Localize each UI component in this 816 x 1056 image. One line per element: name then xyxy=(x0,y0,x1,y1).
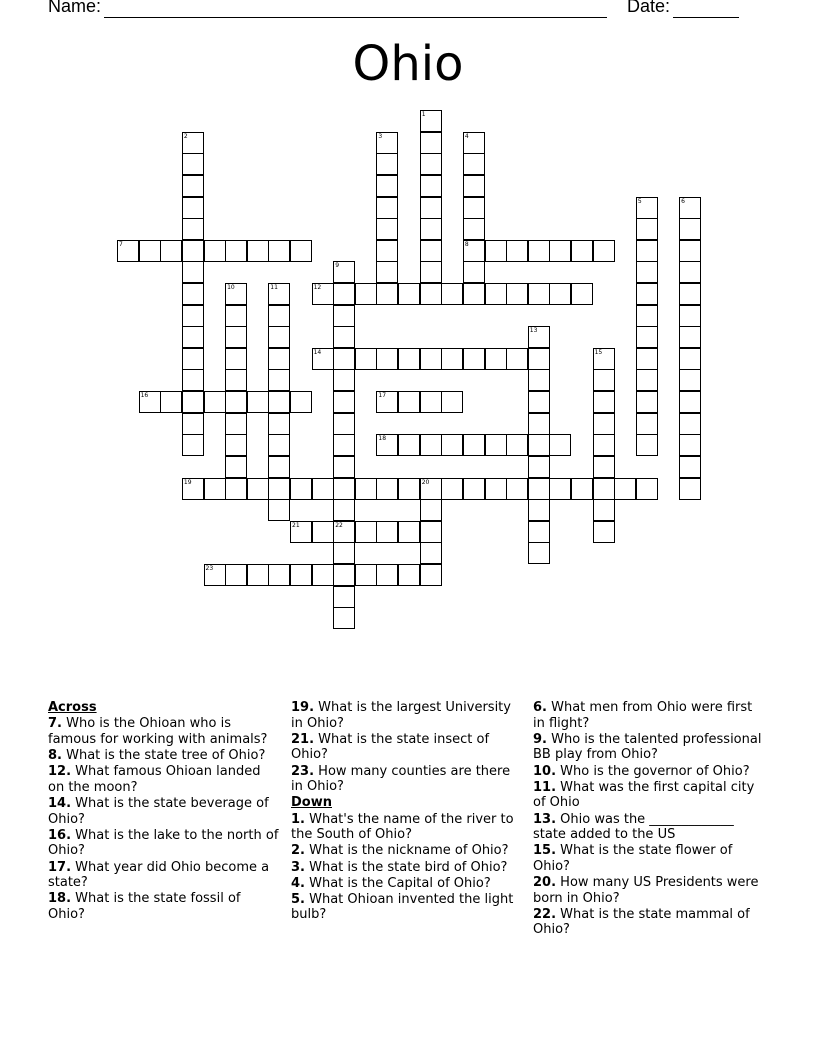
grid-cell[interactable] xyxy=(636,391,658,413)
clue-across-14: 14. What is the state beverage of Ohio? xyxy=(48,795,269,827)
grid-cell[interactable] xyxy=(376,564,398,586)
grid-cell[interactable] xyxy=(420,542,442,564)
grid-cell[interactable] xyxy=(593,434,615,456)
grid-cell[interactable] xyxy=(182,478,204,500)
grid-cell[interactable] xyxy=(463,261,485,283)
grid-cell[interactable] xyxy=(225,456,247,478)
grid-cell[interactable] xyxy=(485,283,507,305)
grid-cell[interactable] xyxy=(485,348,507,370)
grid-cell[interactable] xyxy=(593,413,615,435)
grid-cell[interactable] xyxy=(333,478,355,500)
grid-clue-number: 10 xyxy=(227,284,235,291)
grid-cell[interactable] xyxy=(268,434,290,456)
grid-cell[interactable] xyxy=(182,218,204,240)
grid-cell[interactable] xyxy=(333,283,355,305)
grid-cell[interactable] xyxy=(225,391,247,413)
grid-cell[interactable] xyxy=(441,283,463,305)
grid-cell[interactable] xyxy=(679,305,701,327)
grid-cell[interactable] xyxy=(182,153,204,175)
grid-clue-number: 9 xyxy=(335,262,340,270)
grid-cell[interactable] xyxy=(636,240,658,262)
grid-clue-number: 1 xyxy=(421,111,426,118)
grid-cell[interactable] xyxy=(182,369,204,391)
page-title: Ohio xyxy=(352,36,464,92)
grid-cell[interactable] xyxy=(333,586,355,608)
grid-cell[interactable] xyxy=(225,240,247,262)
grid-cell[interactable] xyxy=(182,434,204,456)
grid-cell[interactable] xyxy=(225,326,247,348)
grid-cell[interactable] xyxy=(420,478,442,500)
grid-cell[interactable] xyxy=(225,369,247,391)
grid-cell[interactable] xyxy=(204,478,226,500)
grid-cell[interactable] xyxy=(549,240,571,262)
clues-column-1 xyxy=(48,700,280,923)
clue-down-2: 2. What is the nickname of Ohio? xyxy=(291,843,509,859)
grid-cell[interactable] xyxy=(593,478,615,500)
grid-cell[interactable] xyxy=(182,391,204,413)
clue-down-20: 20. How many US Presidents were born in Ohio? xyxy=(533,875,759,906)
grid-clue-number: 20 xyxy=(421,478,430,486)
grid-cell[interactable] xyxy=(463,348,485,370)
grid-cell[interactable] xyxy=(463,218,485,240)
grid-cell[interactable] xyxy=(204,564,226,586)
grid-clue-number: 19 xyxy=(183,478,192,486)
grid-cell[interactable] xyxy=(463,175,485,197)
grid-cell[interactable] xyxy=(463,153,485,175)
grid-cell[interactable] xyxy=(139,240,161,262)
grid-cell[interactable] xyxy=(549,478,571,500)
grid-cell[interactable] xyxy=(182,326,204,348)
grid-cell[interactable] xyxy=(355,564,377,586)
grid-cell[interactable] xyxy=(204,240,226,262)
grid-cell[interactable] xyxy=(636,197,658,219)
grid-cell[interactable] xyxy=(225,434,247,456)
grid-clue-number: 11 xyxy=(270,284,278,291)
grid-cell[interactable] xyxy=(312,478,334,500)
grid-cell[interactable] xyxy=(528,478,550,500)
grid-cell[interactable] xyxy=(290,521,312,543)
grid-cell[interactable] xyxy=(463,478,485,500)
grid-cell[interactable] xyxy=(463,197,485,219)
grid-cell[interactable] xyxy=(506,283,528,305)
grid-cell[interactable] xyxy=(528,542,550,564)
grid-cell[interactable] xyxy=(441,348,463,370)
grid-cell[interactable] xyxy=(268,369,290,391)
clues-column-3 xyxy=(533,700,765,939)
grid-cell[interactable] xyxy=(268,391,290,413)
clue-across-8: 8. What is the state tree of Ohio? xyxy=(48,747,266,763)
grid-cell[interactable] xyxy=(204,391,226,413)
grid-cell[interactable] xyxy=(268,240,290,262)
grid-clue-number: 8 xyxy=(464,240,469,248)
grid-clue-number: 23 xyxy=(205,565,214,572)
grid-clue-number: 17 xyxy=(378,392,387,400)
grid-cell[interactable] xyxy=(268,564,290,586)
grid-cell[interactable] xyxy=(333,607,355,629)
grid-cell[interactable] xyxy=(528,326,550,348)
grid-cell[interactable] xyxy=(225,348,247,370)
grid-cell[interactable] xyxy=(333,261,355,283)
grid-cell[interactable] xyxy=(679,197,701,219)
grid-cell[interactable] xyxy=(636,413,658,435)
grid-cell[interactable] xyxy=(549,283,571,305)
clue-down-15: 15. What is the state flower of Ohio? xyxy=(533,843,733,874)
grid-cell[interactable] xyxy=(376,240,398,262)
grid-cell[interactable] xyxy=(376,391,398,413)
grid-cell[interactable] xyxy=(268,326,290,348)
grid-cell[interactable] xyxy=(420,348,442,370)
grid-clue-number: 14 xyxy=(313,348,322,356)
grid-cell[interactable] xyxy=(463,132,485,154)
grid-cell[interactable] xyxy=(528,499,550,521)
grid-clue-number: 7 xyxy=(119,240,123,248)
clue-across-7: 7. Who is the Ohioan who is famous for working with animals? xyxy=(48,716,268,747)
grid-cell[interactable] xyxy=(333,369,355,391)
grid-cell[interactable] xyxy=(679,434,701,456)
grid-cell[interactable] xyxy=(376,197,398,219)
clue-across-18: 18. What is the state fossil of Ohio? xyxy=(48,891,241,922)
grid-cell[interactable] xyxy=(420,521,442,543)
grid-cell[interactable] xyxy=(679,391,701,413)
grid-cell[interactable] xyxy=(679,369,701,391)
grid-cell[interactable] xyxy=(420,564,442,586)
grid-cell[interactable] xyxy=(636,261,658,283)
grid-cell[interactable] xyxy=(376,283,398,305)
clue-across-19: 19. What is the largest University in Ohio? xyxy=(291,700,511,731)
grid-cell[interactable] xyxy=(376,218,398,240)
grid-cell[interactable] xyxy=(593,240,615,262)
grid-cell[interactable] xyxy=(268,413,290,435)
grid-cell[interactable] xyxy=(528,391,550,413)
grid-cell[interactable] xyxy=(268,348,290,370)
grid-cell[interactable] xyxy=(485,434,507,456)
grid-cell[interactable] xyxy=(182,240,204,262)
grid-cell[interactable] xyxy=(268,456,290,478)
grid-cell[interactable] xyxy=(528,434,550,456)
grid-cell[interactable] xyxy=(268,283,290,305)
grid-cell[interactable] xyxy=(420,283,442,305)
grid-cell[interactable] xyxy=(117,240,139,262)
grid-cell[interactable] xyxy=(571,478,593,500)
grid-cell[interactable] xyxy=(420,391,442,413)
grid-clue-number: 16 xyxy=(140,392,149,400)
grid-cell[interactable] xyxy=(614,478,636,500)
grid-cell[interactable] xyxy=(636,218,658,240)
grid-cell[interactable] xyxy=(441,478,463,500)
grid-cell[interactable] xyxy=(312,521,334,543)
grid-cell[interactable] xyxy=(182,348,204,370)
grid-cell[interactable] xyxy=(593,348,615,370)
grid-cell[interactable] xyxy=(506,240,528,262)
grid-cell[interactable] xyxy=(485,240,507,262)
grid-cell[interactable] xyxy=(182,175,204,197)
grid-cell[interactable] xyxy=(636,369,658,391)
grid-clue-number: 6 xyxy=(681,197,685,205)
grid-cell[interactable] xyxy=(593,499,615,521)
grid-cell[interactable] xyxy=(290,391,312,413)
grid-cell[interactable] xyxy=(398,521,420,543)
grid-cell[interactable] xyxy=(420,261,442,283)
clue-down-11: 11. What was the first capital city of Ohio xyxy=(533,779,755,811)
clue-down-3: 3. What is the state bird of Ohio? xyxy=(291,859,508,875)
grid-cell[interactable] xyxy=(528,521,550,543)
grid-cell[interactable] xyxy=(268,305,290,327)
grid-cell[interactable] xyxy=(312,348,334,370)
grid-cell[interactable] xyxy=(225,305,247,327)
date-label: Date: xyxy=(627,0,671,16)
grid-cell[interactable] xyxy=(182,197,204,219)
grid-cell[interactable] xyxy=(528,240,550,262)
grid-cell[interactable] xyxy=(333,391,355,413)
clue-across-23: 23. How many counties are there in Ohio? xyxy=(291,763,511,795)
name-label: Name: xyxy=(48,0,102,16)
grid-cell[interactable] xyxy=(376,132,398,154)
grid-cell[interactable] xyxy=(420,110,442,132)
grid-cell[interactable] xyxy=(333,521,355,543)
grid-cell[interactable] xyxy=(398,564,420,586)
clue-across-21: 21. What is the state insect of Ohio? xyxy=(291,731,490,763)
grid-cell[interactable] xyxy=(528,283,550,305)
grid-cell[interactable] xyxy=(333,434,355,456)
grid-cell[interactable] xyxy=(506,478,528,500)
clue-down-5: 5. What Ohioan invented the light bulb? xyxy=(291,891,514,923)
clue-across-12: 12. What famous Ohioan landed on the moon? xyxy=(48,764,261,795)
grid-cell[interactable] xyxy=(376,175,398,197)
grid-cell[interactable] xyxy=(593,391,615,413)
grid-cell[interactable] xyxy=(225,564,247,586)
clue-down-13: 13. Ohio was the _____________ state added to the US xyxy=(533,811,734,843)
grid-cell[interactable] xyxy=(528,456,550,478)
grid-cell[interactable] xyxy=(679,413,701,435)
grid-cell[interactable] xyxy=(679,478,701,500)
grid-cell[interactable] xyxy=(420,132,442,154)
grid-cell[interactable] xyxy=(420,197,442,219)
clue-down-22: 22. What is the state mammal of Ohio? xyxy=(533,906,750,938)
grid-cell[interactable] xyxy=(376,153,398,175)
grid-cell[interactable] xyxy=(333,348,355,370)
grid-cell[interactable] xyxy=(376,521,398,543)
grid-clue-number: 4 xyxy=(464,132,469,140)
grid-cell[interactable] xyxy=(485,478,507,500)
grid-cell[interactable] xyxy=(420,499,442,521)
grid-cell[interactable] xyxy=(290,564,312,586)
grid-cell[interactable] xyxy=(636,326,658,348)
grid-cell[interactable] xyxy=(333,564,355,586)
grid-cell[interactable] xyxy=(679,326,701,348)
grid-cell[interactable] xyxy=(593,456,615,478)
grid-cell[interactable] xyxy=(420,434,442,456)
grid-clue-number: 13 xyxy=(529,327,538,335)
grid-cell[interactable] xyxy=(398,391,420,413)
down-heading: Down xyxy=(291,795,332,811)
grid-cell[interactable] xyxy=(247,240,269,262)
grid-cell[interactable] xyxy=(571,283,593,305)
grid-cell[interactable] xyxy=(290,478,312,500)
grid-clue-number: 5 xyxy=(637,197,642,205)
clue-down-1: 1. What's the name of the river to the South of Ohio? xyxy=(291,811,514,843)
grid-cell[interactable] xyxy=(441,434,463,456)
grid-cell[interactable] xyxy=(528,348,550,370)
grid-cell[interactable] xyxy=(290,240,312,262)
grid-cell[interactable] xyxy=(333,456,355,478)
grid-cell[interactable] xyxy=(268,478,290,500)
grid-cell[interactable] xyxy=(679,456,701,478)
grid-cell[interactable] xyxy=(333,326,355,348)
clue-down-10: 10. Who is the governor of Ohio? xyxy=(533,763,750,779)
grid-cell[interactable] xyxy=(376,348,398,370)
grid-cell[interactable] xyxy=(247,391,269,413)
grid-cell[interactable] xyxy=(333,413,355,435)
clues-column-2 xyxy=(291,700,523,924)
grid-cell[interactable] xyxy=(247,478,269,500)
grid-cell[interactable] xyxy=(441,391,463,413)
grid-cell[interactable] xyxy=(420,153,442,175)
grid-cell[interactable] xyxy=(182,305,204,327)
grid-cell[interactable] xyxy=(312,564,334,586)
grid-cell[interactable] xyxy=(679,283,701,305)
grid-cell[interactable] xyxy=(160,391,182,413)
grid-cell[interactable] xyxy=(636,305,658,327)
grid-cell[interactable] xyxy=(160,240,182,262)
grid-cell[interactable] xyxy=(225,478,247,500)
grid-cell[interactable] xyxy=(528,369,550,391)
grid-clue-number: 22 xyxy=(335,521,343,529)
grid-cell[interactable] xyxy=(355,283,377,305)
grid-clue-number: 2 xyxy=(183,132,188,140)
grid-cell[interactable] xyxy=(506,434,528,456)
grid-cell[interactable] xyxy=(679,261,701,283)
grid-cell[interactable] xyxy=(636,434,658,456)
grid-cell[interactable] xyxy=(355,521,377,543)
grid-cell[interactable] xyxy=(268,499,290,521)
grid-cell[interactable] xyxy=(333,542,355,564)
grid-cell[interactable] xyxy=(636,348,658,370)
grid-cell[interactable] xyxy=(355,348,377,370)
grid-cell[interactable] xyxy=(225,413,247,435)
grid-cell[interactable] xyxy=(679,348,701,370)
grid-clue-number: 12 xyxy=(313,284,322,291)
grid-cell[interactable] xyxy=(549,434,571,456)
grid-cell[interactable] xyxy=(247,564,269,586)
grid-cell[interactable] xyxy=(182,413,204,435)
grid-cell[interactable] xyxy=(376,261,398,283)
grid-cell[interactable] xyxy=(225,283,247,305)
clue-across-16: 16. What is the lake to the north of Ohio? xyxy=(48,827,279,859)
grid-clue-number: 21 xyxy=(292,521,300,529)
clue-across-17: 17. What year did Ohio become a state? xyxy=(48,859,270,891)
grid-cell[interactable] xyxy=(182,283,204,305)
grid-cell[interactable] xyxy=(398,348,420,370)
grid-cell[interactable] xyxy=(420,175,442,197)
clue-down-9: 9. Who is the talented professional BB play from Ohio? xyxy=(533,731,762,763)
grid-clue-number: 3 xyxy=(378,132,383,140)
grid-cell[interactable] xyxy=(463,240,485,262)
grid-cell[interactable] xyxy=(506,348,528,370)
grid-cell[interactable] xyxy=(420,218,442,240)
grid-cell[interactable] xyxy=(636,478,658,500)
grid-cell[interactable] xyxy=(420,240,442,262)
across-heading: Across xyxy=(48,700,97,715)
grid-cell[interactable] xyxy=(528,413,550,435)
grid-cell[interactable] xyxy=(398,434,420,456)
grid-cell[interactable] xyxy=(182,261,204,283)
grid-cell[interactable] xyxy=(333,305,355,327)
grid-cell[interactable] xyxy=(463,434,485,456)
grid-cell[interactable] xyxy=(182,132,204,154)
grid-cell[interactable] xyxy=(593,521,615,543)
grid-cell[interactable] xyxy=(679,240,701,262)
grid-cell[interactable] xyxy=(593,369,615,391)
grid-cell[interactable] xyxy=(355,478,377,500)
grid-cell[interactable] xyxy=(333,499,355,521)
grid-clue-number: 15 xyxy=(594,348,603,356)
clue-down-4: 4. What is the Capital of Ohio? xyxy=(291,875,491,891)
grid-cell[interactable] xyxy=(398,283,420,305)
grid-clue-number: 18 xyxy=(378,435,387,443)
grid-cell[interactable] xyxy=(636,283,658,305)
grid-cell[interactable] xyxy=(398,478,420,500)
grid-cell[interactable] xyxy=(679,218,701,240)
grid-cell[interactable] xyxy=(376,478,398,500)
grid-cell[interactable] xyxy=(139,391,161,413)
grid-cell[interactable] xyxy=(312,283,334,305)
grid-cell[interactable] xyxy=(463,283,485,305)
clue-down-6: 6. What men from Ohio were first in flight? xyxy=(533,700,753,731)
grid-cell[interactable] xyxy=(376,434,398,456)
grid-cell[interactable] xyxy=(571,240,593,262)
